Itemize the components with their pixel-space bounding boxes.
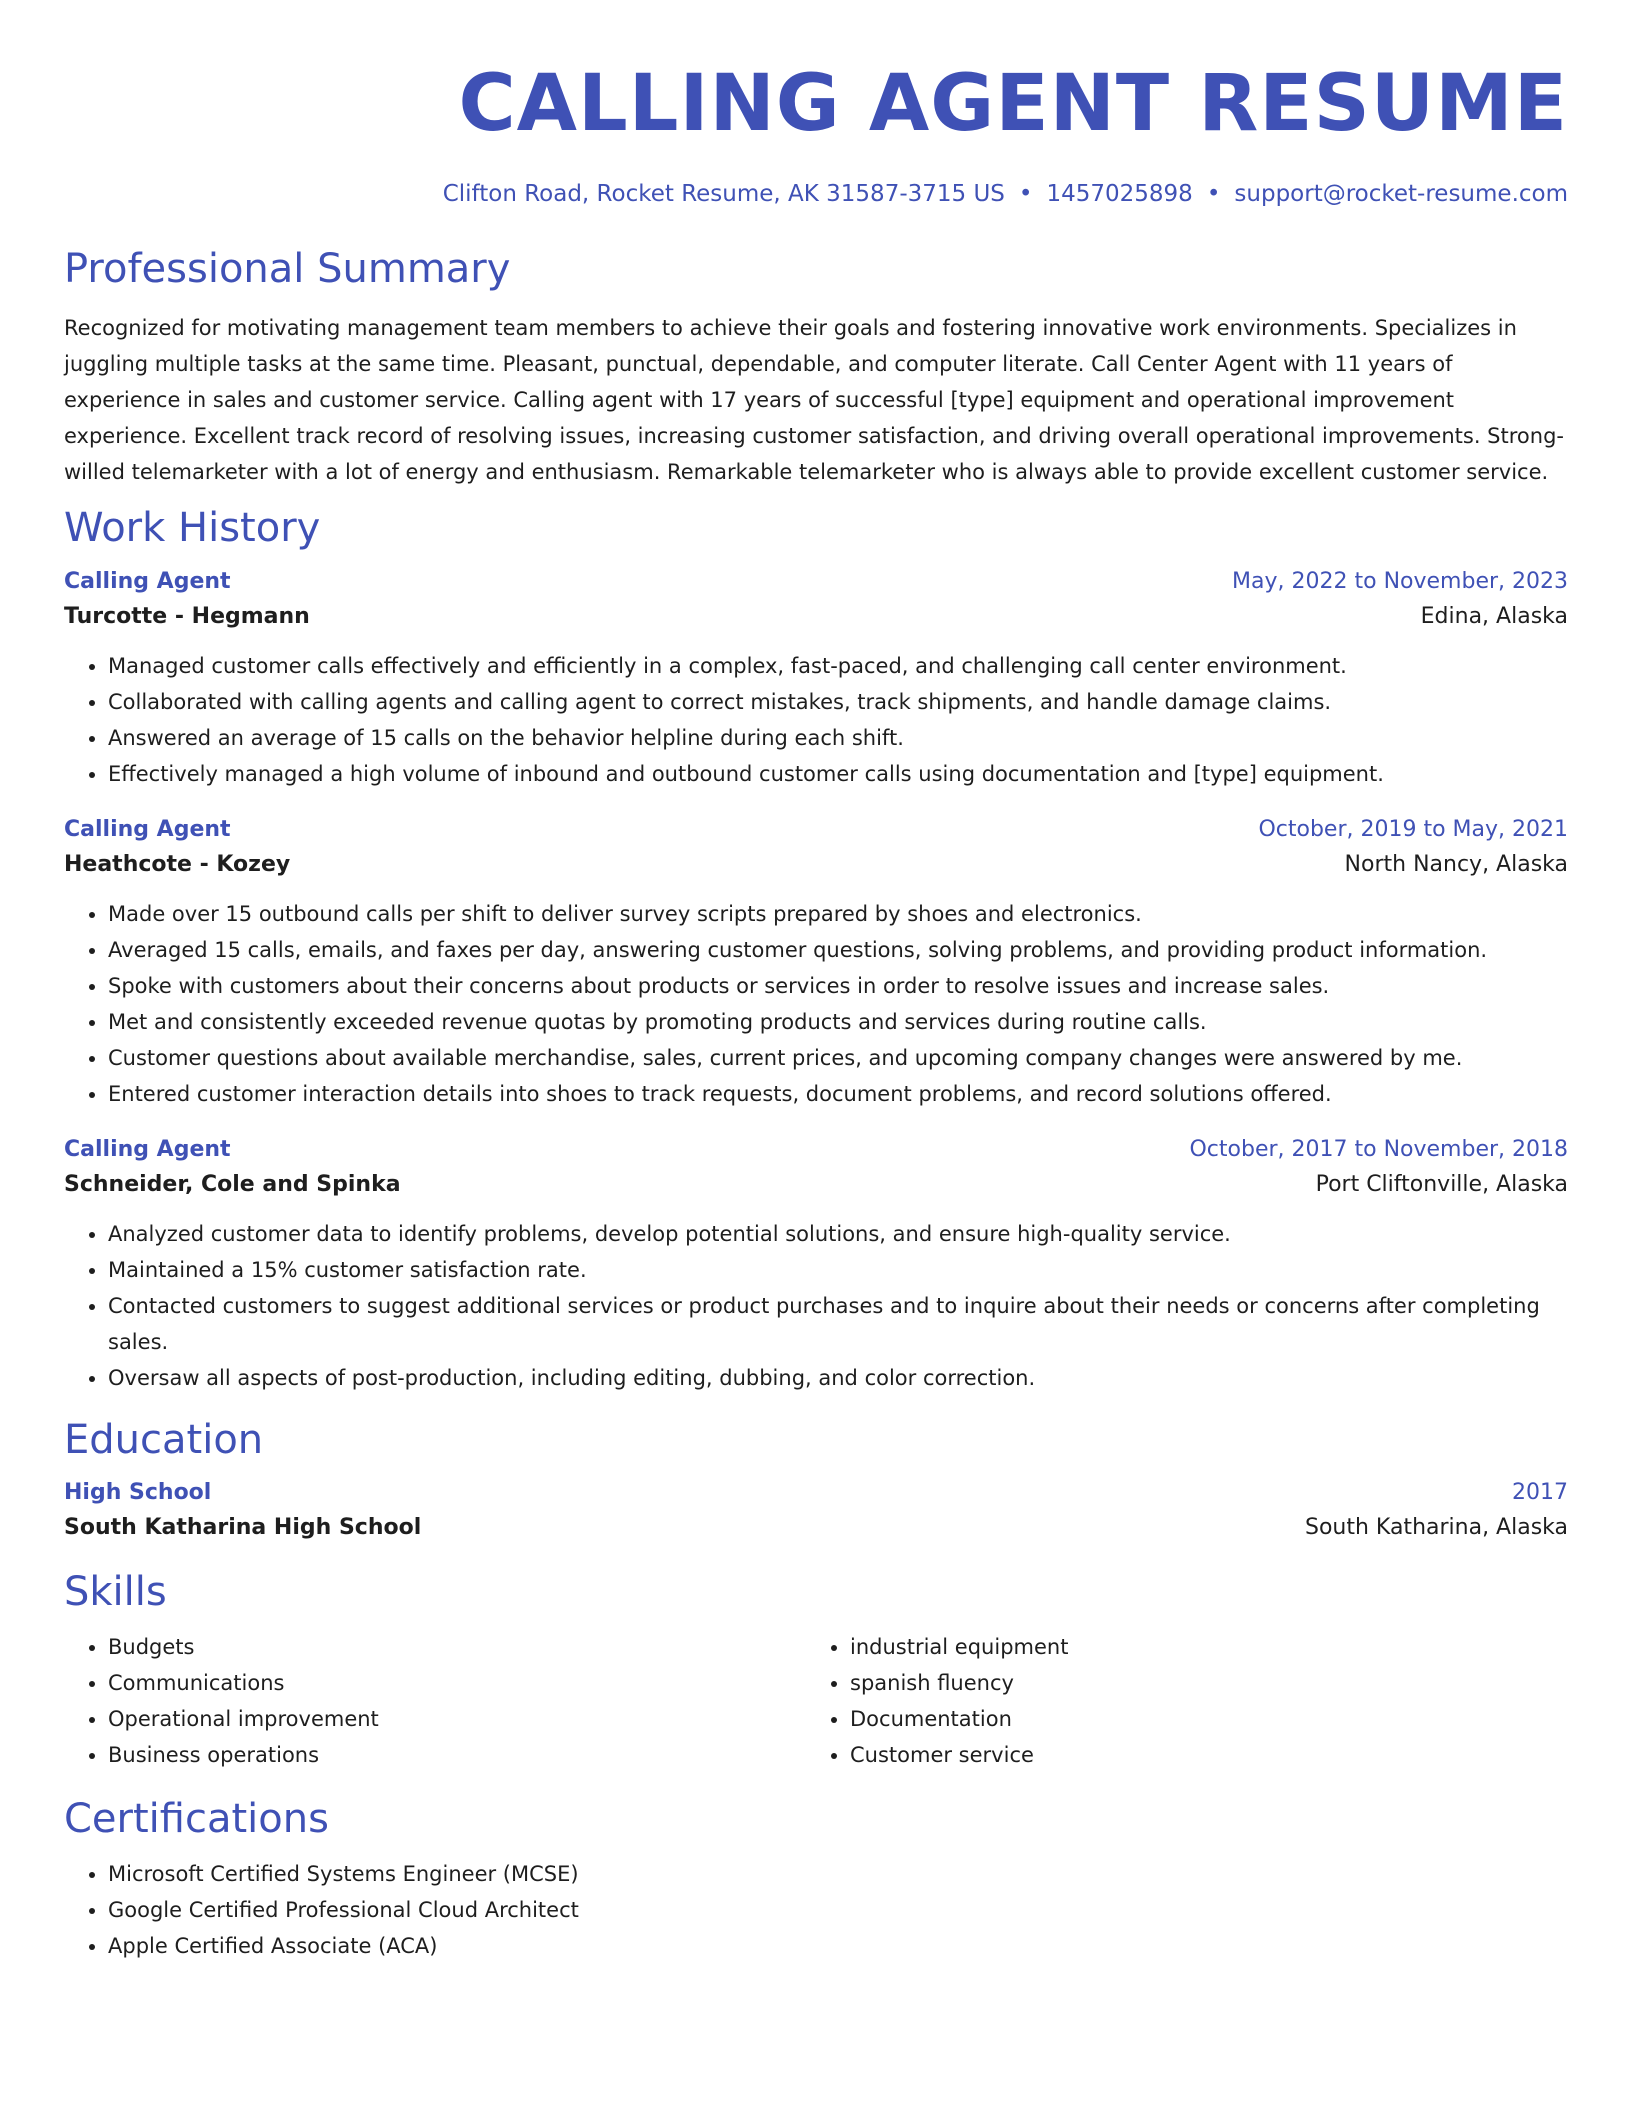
list-item: • Entered customer interaction details into shoes to track requests, document problems, and record solutions offered.	[108, 1076, 1568, 1112]
skills-grid	[64, 1629, 1568, 1773]
list-item: • Answered an average of 15 calls on the behavior helpline during each shift.	[108, 720, 1568, 756]
summary-text: Recognized for motivating management team members to achieve their goals and fostering innovative work environments. Specializes in juggling multiple tasks at the same time. Pleasant, punctual, dependable, and computer literate. Call Center Agent with 11 years of experience in sales and customer service. Calling agent with 17 years of successful [type] equipment and operational improvement experience. Excellent track record of resolving issues, increasing customer satisfaction, and driving overall operational improvements. Strong-willed telemarketer with a lot of energy and enthusiasm. Remarkable telemarketer who is always able to provide excellent customer service.	[64, 316, 1564, 484]
list-item: • spanish fluency	[850, 1665, 1548, 1701]
job-location: Port Cliftonville, Alaska	[1315, 1172, 1568, 1197]
skills-column-right	[806, 1629, 1548, 1773]
list-item: • Managed customer calls effectively and efficiently in a complex, fast-paced, and challenging call center environment.	[108, 648, 1568, 684]
job-entry	[64, 813, 1568, 1112]
job-entry	[64, 1133, 1568, 1396]
contact-separator: •	[1018, 181, 1033, 207]
job-bullets	[64, 648, 1568, 792]
list-item: • Customer service	[850, 1737, 1548, 1773]
job-dates: May, 2022 to November, 2023	[1232, 569, 1568, 594]
list-item: • Met and consistently exceeded revenue quotas by promoting products and services during routine calls.	[108, 1004, 1568, 1040]
list-item: • Collaborated with calling agents and calling agent to correct mistakes, track shipments, and handle damage claims.	[108, 684, 1568, 720]
contact-phone: 1457025898	[1046, 181, 1193, 207]
list-item: • Averaged 15 calls, emails, and faxes per day, answering customer questions, solving problems, and providing product information.	[108, 932, 1568, 968]
job-employer: Schneider, Cole and Spinka	[64, 1172, 401, 1197]
list-item: • Budgets	[108, 1629, 806, 1665]
list-item: • Operational improvement	[108, 1701, 806, 1737]
list-item: • Business operations	[108, 1737, 806, 1773]
skills-list	[806, 1629, 1548, 1773]
education-entry	[64, 1476, 1568, 1546]
job-title: Calling Agent	[64, 569, 231, 594]
resume-title: CALLING AGENT RESUME	[458, 59, 1568, 149]
contact-address: Clifton Road, Rocket Resume, AK 31587-3715 US	[442, 181, 1005, 207]
job-dates: October, 2019 to May, 2021	[1258, 817, 1568, 842]
education-year: 2017	[1512, 1480, 1568, 1505]
list-item: • industrial equipment	[850, 1629, 1548, 1665]
job-title: Calling Agent	[64, 817, 231, 842]
job-dates: October, 2017 to November, 2018	[1189, 1137, 1568, 1162]
education-location: South Katharina, Alaska	[1304, 1515, 1568, 1540]
list-item: • Effectively managed a high volume of inbound and outbound customer calls using documentation and [type] equipment.	[108, 756, 1568, 792]
contact-email[interactable]: support@rocket-resume.com	[1234, 181, 1568, 207]
work-history-heading: Work History	[64, 505, 321, 551]
job-employer: Turcotte - Hegmann	[64, 604, 310, 629]
list-item: • Spoke with customers about their concerns about products or services in order to resolve issues and increase sales.	[108, 968, 1568, 1004]
list-item: • Oversaw all aspects of post-production, including editing, dubbing, and color correction.	[108, 1360, 1568, 1396]
certifications-heading: Certifications	[64, 1796, 329, 1842]
job-location: Edina, Alaska	[1420, 604, 1568, 629]
list-item: • Made over 15 outbound calls per shift to deliver survey scripts prepared by shoes and electronics.	[108, 896, 1568, 932]
job-bullets	[64, 1216, 1568, 1396]
list-item: • Documentation	[850, 1701, 1548, 1737]
list-item: • Contacted customers to suggest additional services or product purchases and to inquire about their needs or concerns after completing sales.	[108, 1288, 1568, 1360]
job-entry	[64, 565, 1568, 792]
education-heading: Education	[64, 1417, 264, 1463]
job-location: North Nancy, Alaska	[1344, 852, 1568, 877]
skills-heading: Skills	[64, 1569, 167, 1615]
list-item: • Google Certified Professional Cloud Architect	[108, 1892, 1568, 1928]
summary-heading: Professional Summary	[64, 246, 511, 292]
list-item: • Customer questions about available merchandise, sales, current prices, and upcoming company changes were answered by me.	[108, 1040, 1568, 1076]
list-item: • Microsoft Certified Systems Engineer (MCSE)	[108, 1856, 1568, 1892]
skills-column-left	[64, 1629, 806, 1773]
job-title: Calling Agent	[64, 1137, 231, 1162]
job-employer: Heathcote - Kozey	[64, 852, 291, 877]
list-item: • Apple Certified Associate (ACA)	[108, 1928, 1568, 1964]
contact-separator: •	[1206, 181, 1221, 207]
list-item: • Communications	[108, 1665, 806, 1701]
resume-page	[64, 0, 1568, 1964]
education-degree: High School	[64, 1480, 212, 1505]
certifications-list	[64, 1856, 1568, 1964]
skills-list	[64, 1629, 806, 1773]
contact-line	[64, 178, 1568, 210]
list-item: • Analyzed customer data to identify problems, develop potential solutions, and ensure high-quality service.	[108, 1216, 1568, 1252]
job-bullets	[64, 896, 1568, 1112]
list-item: • Maintained a 15% customer satisfaction rate.	[108, 1252, 1568, 1288]
education-school: South Katharina High School	[64, 1515, 422, 1540]
